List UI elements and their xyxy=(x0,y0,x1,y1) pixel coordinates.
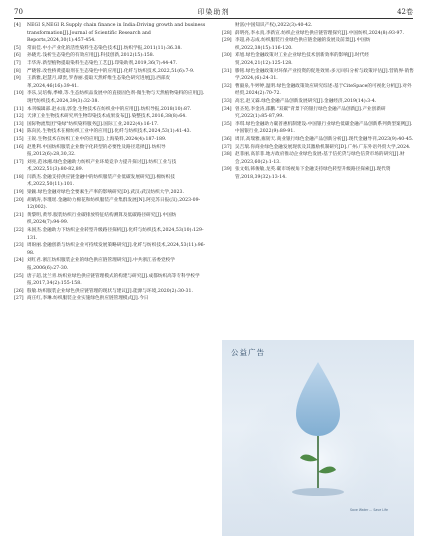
reference-text: 殷敏.纺织服装企业绿色供应链管理的现状与建议[J].能源与环境,2020(2):30-31. xyxy=(27,288,193,294)
reference-number xyxy=(222,22,235,30)
reference-number: [14] xyxy=(14,129,24,135)
header-rule xyxy=(14,18,413,19)
reference-item xyxy=(14,197,206,212)
reference-text: 李琪.绿色金融助力碳普惠机制建设:中国银行业绿色低碳金融产品创新系列典型案例[J].中国银行业,2022(9):89-91. xyxy=(235,121,413,135)
reference-item xyxy=(222,98,414,106)
reference-text: 赵菲丽,高菲菲.地方政府推动企业绿色发展:基于信托贷与绿色信贷市场的研究[J].财会,2023,60(2):1-13. xyxy=(235,152,405,165)
reference-text: 李超,孙志成.纺织服装行业绿色供应链金融的发展及前景[J].中国纺织,2022,38(15):116-120. xyxy=(235,38,371,51)
reference-item xyxy=(14,90,206,105)
reference-text: 周盼丽.金融创新与纺织企业可持续发展策略研究[J].化纤与纺织技术,2024,53(11):96-98. xyxy=(27,243,206,256)
reference-text: 天津工业生物技术研究所生物印染技术成果发布[J].染整技术,2016,38(8):64. xyxy=(27,114,187,120)
reference-number: [10] xyxy=(14,91,24,97)
reference-item xyxy=(222,83,414,98)
references-left-column xyxy=(14,22,206,303)
reference-text: 本刊编辑部.赵永雨,郭金.生物技术在纺织业中的应用[J].纺织导报,2018(10):87. xyxy=(27,106,192,112)
page-number: 70 xyxy=(14,8,23,16)
reference-item xyxy=(14,68,206,76)
reference-text: 薛明亮,李永真,李新宣.纺织企业绿色供应链管理探究[J].中国纺织,2024(8):93-97. xyxy=(235,30,405,36)
reference-number: [39] xyxy=(222,167,232,173)
reference-number: [9] xyxy=(14,76,21,82)
reference-item xyxy=(14,136,206,144)
reference-text: 张文娟,韩俊敏,龙英.碳市场视角下金融支持绿色转型升级路径探索[J].现代资管,2018,39(32):13-14. xyxy=(235,167,391,180)
reference-item xyxy=(14,52,206,60)
reference-number: [18] xyxy=(14,174,24,180)
reference-item xyxy=(222,30,414,38)
water-drop-icon xyxy=(296,362,340,436)
reference-number: [31] xyxy=(222,68,232,74)
reference-number: [35] xyxy=(222,121,232,127)
reference-item xyxy=(222,121,414,136)
reference-number: [17] xyxy=(14,159,24,165)
reference-text: 唐子超,沈兰青.纺织业绿色供应链管理模式的构建与研究[J].成都纺织高等专科学校学报,2017,34(2):155-158. xyxy=(27,273,200,287)
reference-number: [24] xyxy=(14,258,24,264)
reference-number: [23] xyxy=(14,243,24,249)
reference-text: 曾圣苑,李金涛,邵鹏."双碳"背景下的银行绿色金融产品创新[J].产业创新研究,2022(1):85-87,99. xyxy=(235,106,386,120)
reference-item xyxy=(14,113,206,121)
reference-text: 朱国杰.金融助力下纺织企业转型升级路径探析[J].化纤与纺织技术,2024,53(10):129-131. xyxy=(27,228,204,241)
reference-number: [29] xyxy=(222,38,232,44)
reference-text: 曹毅泉,牛婷婷,温明.绿色金融政策效应研究综述:基于CiteSpace的可视化分析[J].对外经贸,2024(2):70-72. xyxy=(235,83,412,97)
reference-number: [4] xyxy=(14,23,21,28)
public-service-ad xyxy=(222,340,414,536)
reference-item xyxy=(222,166,414,181)
reference-item xyxy=(222,136,414,144)
reference-item xyxy=(222,52,414,67)
reference-item xyxy=(14,212,206,227)
ad-title: 公益广告 xyxy=(231,348,265,357)
reference-number: [15] xyxy=(14,136,24,142)
reference-number: [13] xyxy=(14,121,24,127)
reference-item xyxy=(222,37,414,52)
reference-text: 刘亮,范冰湘.绿色金融助力纺织产业环境竞争力提升探讨[J].纺织工业与技术,2022,51(3):80-82,89. xyxy=(27,159,177,173)
reference-number: [37] xyxy=(222,144,232,150)
reference-item xyxy=(14,60,206,68)
reference-number: [16] xyxy=(14,144,24,150)
reference-number: [28] xyxy=(222,30,232,36)
reference-text: 周洋,高瑞雅,雍韧天.商业银行绿色金融产品创新分析[J].现代金融导刊,2023(9):40-45. xyxy=(235,136,414,142)
reference-item xyxy=(14,106,206,114)
reference-text: 高宏,赵又霖.绿色金融产品创新发展研究[J].金融经济,2019(14):3-4. xyxy=(235,98,377,104)
reference-number: [11] xyxy=(14,106,24,112)
reference-number: [7] xyxy=(14,60,21,66)
reference-item xyxy=(14,174,206,189)
reference-text: 胡晴涛,李瑾瑶.金融助力棉花和纺织服装产业集群发展[N].阿克苏日报(汉),2023-09-12(002). xyxy=(27,197,201,211)
reference-item xyxy=(14,144,206,159)
reference-number: [22] xyxy=(14,228,24,234)
reference-number: [8] xyxy=(14,68,21,74)
reference-number: [36] xyxy=(222,136,232,142)
ground-shadow xyxy=(292,488,344,496)
reference-item xyxy=(14,75,206,90)
reference-item xyxy=(14,189,206,197)
reference-item xyxy=(14,242,206,257)
reference-number: [12] xyxy=(14,114,24,120)
reference-text: 闫新杰.金融支持供应链金融中的纺织服装产业低碳发展研究[J].棉纺织技术,2022,50(11):101. xyxy=(27,174,175,188)
reference-item xyxy=(14,128,206,136)
reference-number: [34] xyxy=(222,106,232,112)
reference-text: 梁颖.绿色金融对绿色全要素生产率的影响研究[D].武汉:武汉纺织大学,2023. xyxy=(27,190,184,196)
reference-item xyxy=(14,159,206,174)
reference-text: 滕铭.绿色金融政策对环保产业投资的促进效果:多元回归分析与政策评估[J].营销界·销售学,2024,(6):24-31. xyxy=(235,68,414,82)
reference-text: 吴吉瑞.你商业绿色金融发展现状及其激励机制研究[D].广州:广东外语外贸大学,2024. xyxy=(235,144,411,150)
reference-item xyxy=(14,257,206,272)
reference-text: 陈向民.生物技术在棉纺织工业中的应用[J].化纤与纺织技术,2024,53(1):41-43. xyxy=(27,129,192,135)
reference-item xyxy=(14,45,206,53)
reference-text: 孙晓光.浅析生态染色的有效应用[J].科技创新,2012(15):158. xyxy=(27,53,155,59)
reference-text: 商庄红,李琳.纺织服装企业实施绿色供应链管理模式[J].今日 xyxy=(27,296,149,302)
reference-item xyxy=(14,273,206,288)
reference-text: 王新雅,赵慧月,谭贵,罗春丽.提取天然纤维生态染色研究进展[J].西部皮革,2024,46(16):39-41. xyxy=(27,76,171,89)
reference-text: 李乐,吴培梅,季峰,等.生态纺织品发展中的直接固色剂-微生物与天然植物染料的应用[J].现代纺织技术,2024,39(3):32-38. xyxy=(27,91,205,104)
ad-caption: Save Water ... Save Life xyxy=(350,508,388,512)
reference-number: [26] xyxy=(14,288,24,294)
reference-text: 邓旭.绿色金融政策对工业企业绿色技术创新效率的影响[J].时代经贸,2024,21(12):125-128. xyxy=(235,53,369,66)
reference-text: 赵胜利.中国纺织服装企业数字化转型的必要性及路径选择[J].纺织导报,2012(6):28,30,32. xyxy=(27,144,166,158)
reference-text: 国际物流集团"染绿"纺织染料服务[J].国际工业,2022(4):16-17. xyxy=(27,121,159,127)
reference-item xyxy=(222,151,414,166)
reference-text: 王锐.生物技术在纺织工业中的应用[J].上海染料,2024(4):187-189. xyxy=(27,136,167,142)
reference-text: NEGI S,NEGI R.Supply chain finance in India:Driving growth and business transformation[J].Journal of Scientific Research and Reports,2024,30(1):457-454. xyxy=(27,23,206,44)
reference-text: 严晓蓉.改性桥黄提取剂在生态染色中的应用[J].化纤与纺织技术,2022,51(6):7-9. xyxy=(27,68,195,74)
reference-text: 常雨佳.中小产业化的活性染料生态染色技术[J].纺织学报,2011(11):36.38. xyxy=(27,45,182,51)
reference-number: [30] xyxy=(222,53,232,59)
ad-illustration xyxy=(222,340,414,536)
reference-number: [20] xyxy=(14,197,24,203)
journal-title: 印染助剂 xyxy=(197,8,230,16)
reference-number: [33] xyxy=(222,98,232,104)
reference-text: 丰华涛.新型植物提取染料生态染色工艺[J].印染助剂,2019,36(7):44-47. xyxy=(27,60,178,66)
reference-item xyxy=(14,227,206,242)
reference-item xyxy=(14,288,206,296)
reference-item xyxy=(222,68,414,83)
reference-number: [38] xyxy=(222,152,232,158)
reference-item xyxy=(222,106,414,121)
reference-number: [5] xyxy=(14,45,21,51)
reference-number: [6] xyxy=(14,53,21,59)
page-header xyxy=(14,6,413,18)
references-right-column xyxy=(222,22,414,181)
reference-number: [25] xyxy=(14,273,24,279)
reference-item xyxy=(14,121,206,129)
reference-item xyxy=(14,295,206,303)
reference-number: [32] xyxy=(222,83,232,89)
volume-label: 42卷 xyxy=(397,8,413,16)
reference-text: 财富(中国知识产权),2022(3):40-42. xyxy=(235,23,313,28)
reference-item xyxy=(222,144,414,152)
reference-item xyxy=(14,22,206,45)
reference-number: [19] xyxy=(14,190,24,196)
reference-number: [21] xyxy=(14,212,24,218)
reference-text: 刘红君.浙江纺织服装企业的绿色供应链管理研究[J].中共浙江省委党校学报,2006(6):27-30. xyxy=(27,258,175,271)
reference-number: [27] xyxy=(14,296,24,302)
reference-item xyxy=(222,22,414,30)
reference-text: 黄黎明,黄琴.服装纺织行业碳排放特征结构测算及低碳路径研究[J].中国纺织,2024(7):94-99. xyxy=(27,212,177,226)
